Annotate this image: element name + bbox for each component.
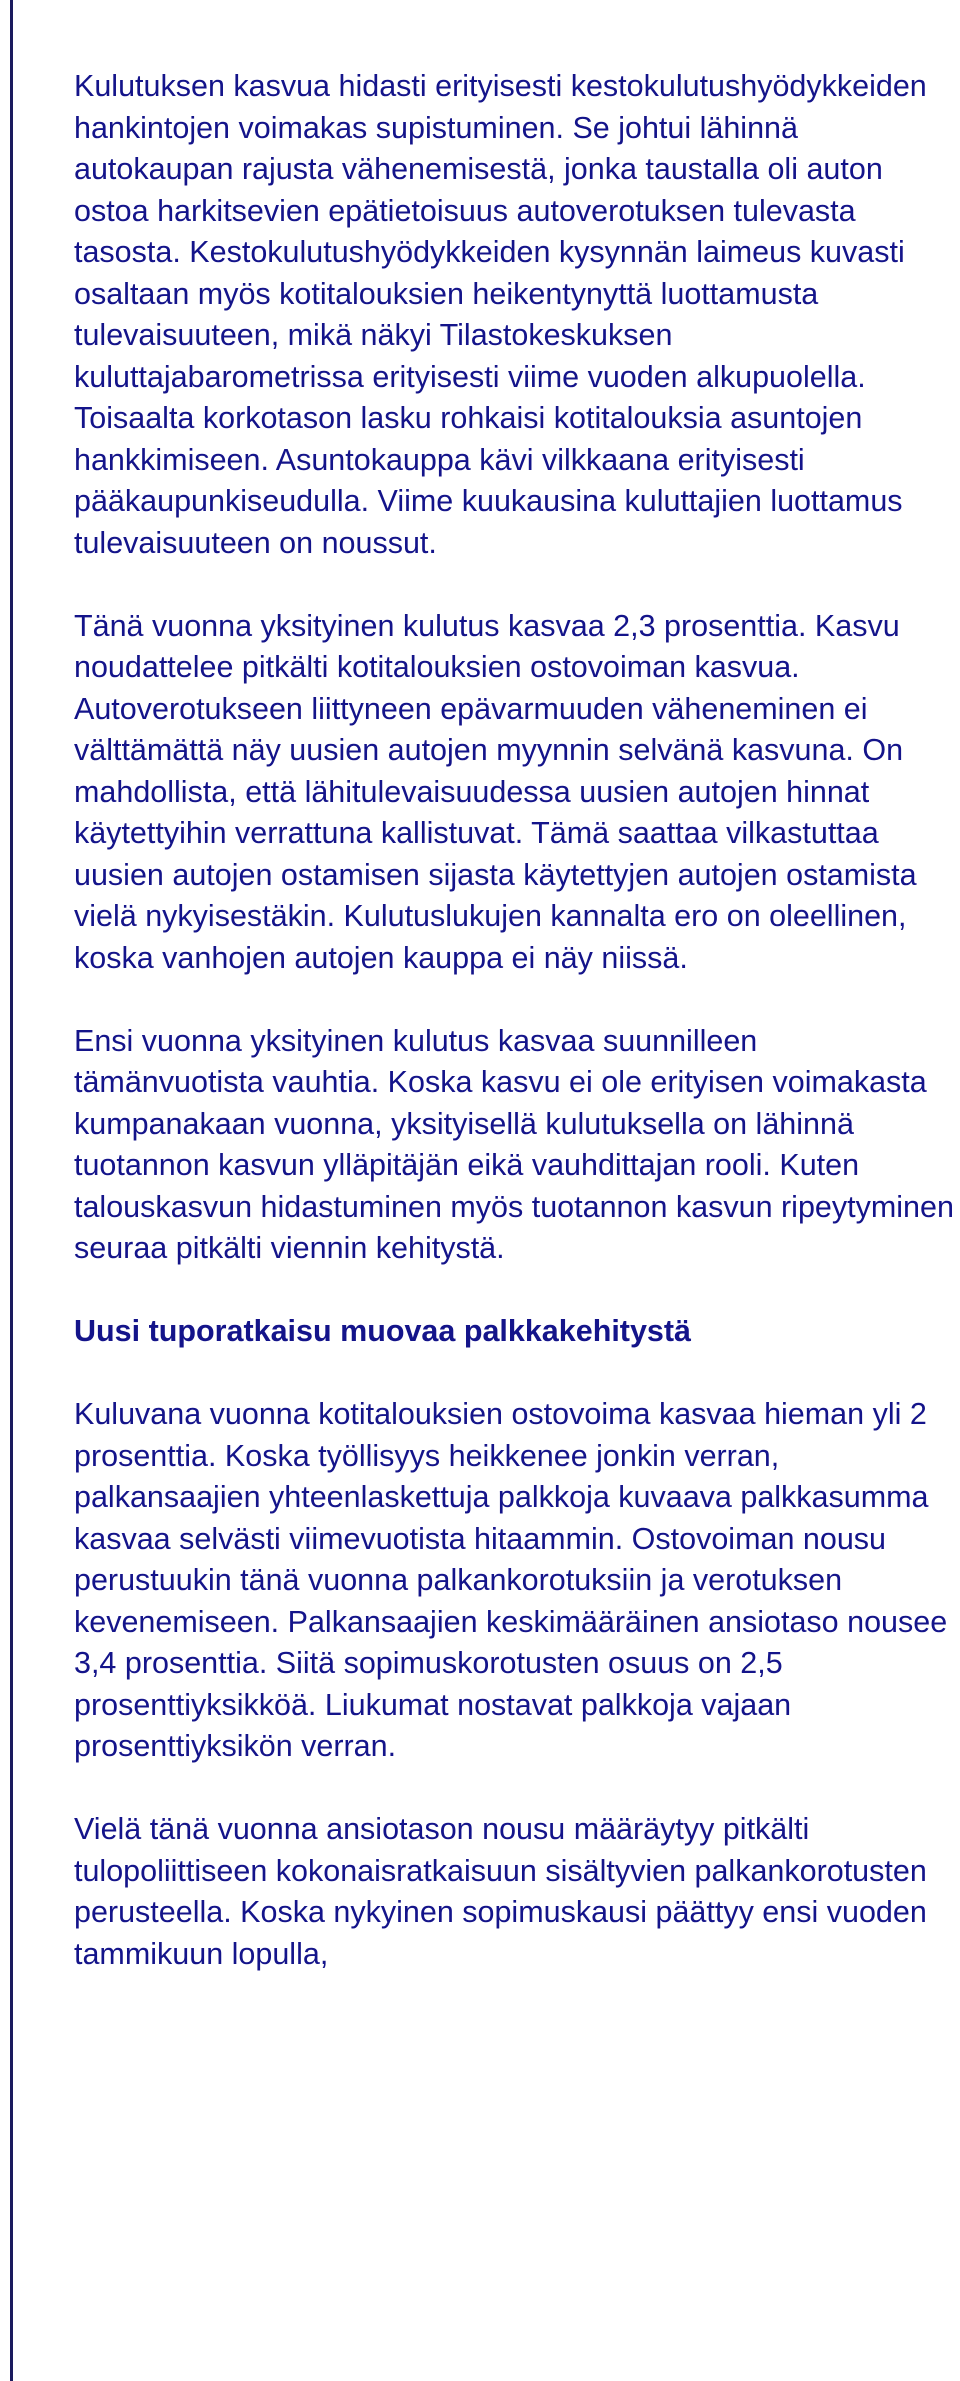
paragraph-consumption-slowdown: Kulutuksen kasvua hidasti erityisesti kestokulutushyödykkeiden hankintojen voimakas supistuminen. Se johtui lähinnä autokaupan rajusta vähenemisestä, jonka taustalla oli auton ostoa harkitsevien epätietoisuus autoverotuksen tulevasta tasosta. Kestokulutushyödykkeiden kysynnän laimeus kuvasti osaltaan myös kotitalouksien heikentynyttä luottamusta tulevaisuuteen, mikä näkyi Tilastokeskuksen kuluttajabarometrissa erityisesti viime vuoden alkupuolella. Toisaalta korkotason lasku rohkaisi kotitalouksia asuntojen hankkimiseen. Asuntokauppa kävi vilkkaana erityisesti pääkaupunkiseudulla. Viime kuukausina kuluttajien luottamus tulevaisuuteen on noussut.: [74, 69, 927, 560]
section-heading: Uusi tuporatkaisu muovaa palkkakehitystä: [74, 1314, 691, 1348]
paragraph-private-consumption-this-year: Tänä vuonna yksityinen kulutus kasvaa 2,3 prosenttia. Kasvu noudattelee pitkälti kotitalouksien ostovoiman kasvua. Autoverotukseen liittyneen epävarmuuden väheneminen ei välttämättä näy uusien autojen myynnin selvänä kasvuna. On mahdollista, että lähitulevaisuudessa uusien autojen hinnat käytettyihin verrattuna kallistuvat. Tämä saattaa vilkastuttaa uusien autojen ostamisen sijasta käytettyjen autojen ostamista vielä nykyisestäkin. Kulutuslukujen kannalta ero on oleellinen, koska vanhojen autojen kauppa ei näy niissä.: [74, 608, 917, 975]
left-margin-rule: [10, 0, 13, 2381]
paragraph-wage-settlement: Vielä tänä vuonna ansiotason nousu määräytyy pitkälti tulopoliittiseen kokonaisratkaisuun sisältyvien palkankorotusten perusteella. Koska nykyinen sopimuskausi päättyy ensi vuoden tammikuun lopulla,: [74, 1812, 927, 1971]
paragraph-purchasing-power: Kuluvana vuonna kotitalouksien ostovoima kasvaa hieman yli 2 prosenttia. Koska työllisyys heikkenee jonkin verran, palkansaajien yhteenlaskettuja palkkoja kuvaava palkkasumma kasvaa selvästi viimevuotista hitaammin. Ostovoiman nousu perustuukin tänä vuonna palkankorotuksiin ja verotuksen kevenemiseen. Palkansaajien keskimääräinen ansiotaso nousee 3,4 prosenttia. Siitä sopimuskorotusten osuus on 2,5 prosenttiyksikköä. Liukumat nostavat palkkoja vajaan prosenttiyksikön verran.: [74, 1397, 948, 1763]
document-body: [74, 66, 954, 2017]
paragraph-private-consumption-next-year: Ensi vuonna yksityinen kulutus kasvaa suunnilleen tämänvuotista vauhtia. Koska kasvu ei ole erityisen voimakasta kumpanakaan vuonna, yksityisellä kulutuksella on lähinnä tuotannon kasvun ylläpitäjän eikä vauhdittajan rooli. Kuten talouskasvun hidastuminen myös tuotannon kasvun ripeytyminen seuraa pitkälti viennin kehitystä.: [74, 1023, 954, 1265]
